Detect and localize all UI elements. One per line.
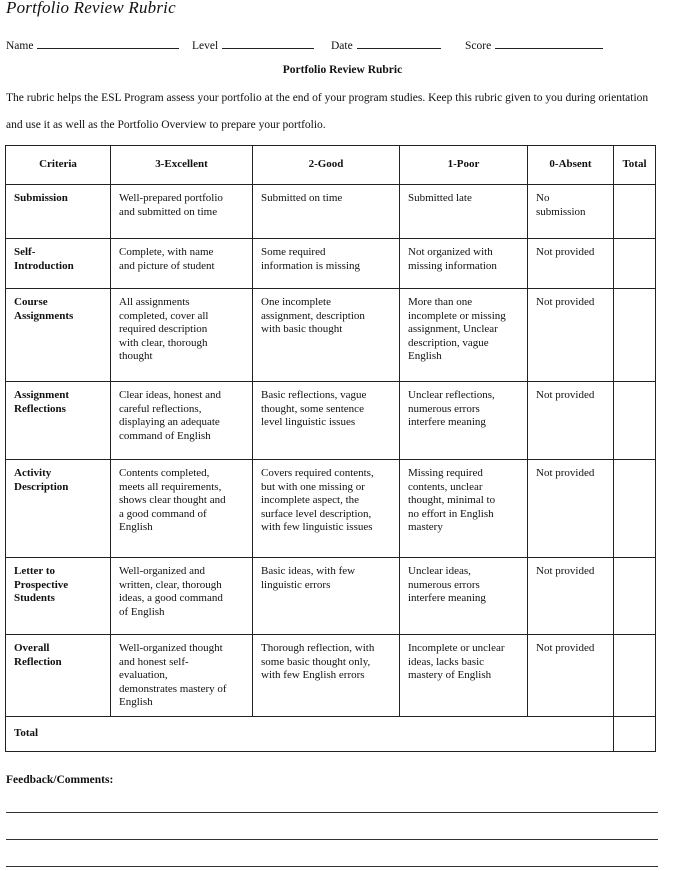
score-blank[interactable]: [495, 37, 603, 49]
excellent-cell: Well-organized and written, clear, thorough ideas, a good command of English: [111, 558, 253, 635]
absent-cell: Not provided: [528, 289, 614, 382]
criteria-cell: Activity Description: [6, 460, 111, 558]
excellent-cell: All assignments completed, cover all required description with clear, thorough thought: [111, 289, 253, 382]
table-row: [6, 460, 656, 558]
total-cell[interactable]: [614, 185, 656, 239]
criteria-cell: Overall Reflection: [6, 635, 111, 717]
criteria-cell: Self-Introduction: [6, 239, 111, 289]
header-total: Total: [614, 146, 656, 185]
date-label: Date: [331, 40, 353, 52]
table-row: [6, 558, 656, 635]
intro-line-1: The rubric helps the ESL Program assess your portfolio at the end of your program studies. Keep this rubric given to you during orientation: [6, 92, 649, 104]
total-cell[interactable]: [614, 239, 656, 289]
header-good: 2-Good: [253, 146, 400, 185]
total-row: [6, 717, 656, 752]
total-cell[interactable]: [614, 558, 656, 635]
score-label: Score: [465, 40, 492, 52]
absent-cell: Not provided: [528, 239, 614, 289]
excellent-cell: Contents completed, meets all requirements, shows clear thought and a good command of English: [111, 460, 253, 558]
header-excellent: 3-Excellent: [111, 146, 253, 185]
poor-cell: Incomplete or unclear ideas, lacks basic mastery of English: [400, 635, 528, 717]
good-cell: Some required information is missing: [253, 239, 400, 289]
feedback-line-1[interactable]: [6, 812, 658, 813]
absent-cell: Not provided: [528, 635, 614, 717]
table-row: [6, 185, 656, 239]
header-absent: 0-Absent: [528, 146, 614, 185]
table-row: [6, 382, 656, 460]
rubric-subtitle: Portfolio Review Rubric: [282, 64, 403, 76]
criteria-cell: Submission: [6, 185, 111, 239]
grand-total-cell[interactable]: [614, 717, 656, 752]
document-title: Portfolio Review Rubric: [6, 0, 176, 17]
excellent-cell: Well-prepared portfolio and submitted on time: [111, 185, 253, 239]
student-info-row: [6, 37, 685, 53]
absent-cell: Not provided: [528, 558, 614, 635]
table-header-row: [6, 146, 656, 185]
excellent-cell: Clear ideas, honest and careful reflections, displaying an adequate command of English: [111, 382, 253, 460]
name-label: Name: [6, 40, 34, 52]
score-field[interactable]: [465, 37, 603, 52]
total-cell[interactable]: [614, 382, 656, 460]
total-row-label: Total: [6, 717, 614, 752]
poor-cell: Unclear ideas, numerous errors interfere meaning: [400, 558, 528, 635]
date-blank[interactable]: [357, 37, 441, 49]
excellent-cell: Complete, with name and picture of student: [111, 239, 253, 289]
name-blank[interactable]: [37, 37, 179, 49]
level-field[interactable]: [192, 37, 314, 52]
feedback-line-3[interactable]: [6, 866, 658, 867]
criteria-cell: Course Assignments: [6, 289, 111, 382]
table-row: [6, 635, 656, 717]
good-cell: Thorough reflection, with some basic thought only, with few English errors: [253, 635, 400, 717]
feedback-line-2[interactable]: [6, 839, 658, 840]
header-poor: 1-Poor: [400, 146, 528, 185]
table-row: [6, 289, 656, 382]
level-label: Level: [192, 40, 219, 52]
criteria-cell: Assignment Reflections: [6, 382, 111, 460]
absent-cell: Not provided: [528, 460, 614, 558]
good-cell: Covers required contents, but with one missing or incomplete aspect, the surface level description, with few linguistic issues: [253, 460, 400, 558]
total-cell[interactable]: [614, 460, 656, 558]
rubric-table: [5, 145, 656, 752]
feedback-label: Feedback/Comments:: [6, 774, 114, 786]
poor-cell: Not organized with missing information: [400, 239, 528, 289]
total-cell[interactable]: [614, 289, 656, 382]
excellent-cell: Well-organized thought and honest self-evaluation, demonstrates mastery of English: [111, 635, 253, 717]
level-blank[interactable]: [222, 37, 314, 49]
good-cell: Submitted on time: [253, 185, 400, 239]
header-criteria: Criteria: [6, 146, 111, 185]
table-row: [6, 239, 656, 289]
date-field[interactable]: [331, 37, 441, 52]
absent-cell: Not provided: [528, 382, 614, 460]
poor-cell: Missing required contents, unclear thought, minimal to no effort in English mastery: [400, 460, 528, 558]
good-cell: Basic reflections, vague thought, some sentence level linguistic issues: [253, 382, 400, 460]
good-cell: Basic ideas, with few linguistic errors: [253, 558, 400, 635]
poor-cell: More than one incomplete or missing assignment, Unclear description, vague English: [400, 289, 528, 382]
absent-cell: No submission: [528, 185, 614, 239]
name-field[interactable]: [6, 37, 179, 52]
poor-cell: Submitted late: [400, 185, 528, 239]
intro-line-2: and use it as well as the Portfolio Overview to prepare your portfolio.: [6, 119, 326, 131]
criteria-cell: Letter to Prospective Students: [6, 558, 111, 635]
poor-cell: Unclear reflections, numerous errors interfere meaning: [400, 382, 528, 460]
total-cell[interactable]: [614, 635, 656, 717]
good-cell: One incomplete assignment, description with basic thought: [253, 289, 400, 382]
